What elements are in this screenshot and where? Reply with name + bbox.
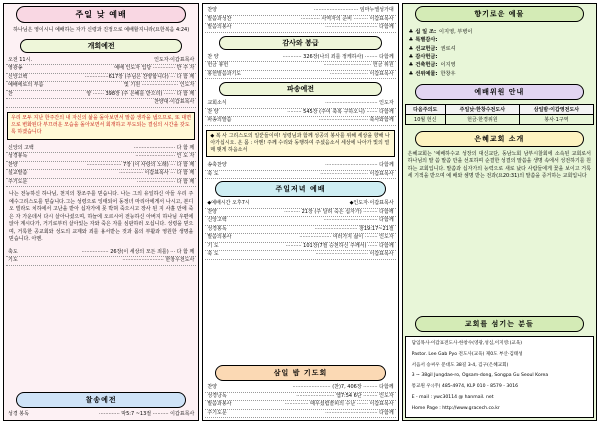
order-label: 주기도문 xyxy=(207,409,227,416)
table-row xyxy=(405,104,593,114)
order-row xyxy=(205,100,395,109)
order-value: ···············617장 (주님은 찬양합니다) ··· 다 함 께 xyxy=(84,73,195,80)
sending-section-title: 파송예전 xyxy=(219,82,381,96)
offering-name-label: 건축헌금: xyxy=(415,62,438,69)
sunday-evening-order-list xyxy=(205,200,395,260)
order-value: ·························· 한창우전도사 xyxy=(122,257,195,263)
order-label: 말씀과봉사 xyxy=(207,401,232,407)
order-label: 주기도문 xyxy=(8,178,28,185)
order-row xyxy=(205,171,395,180)
staff-line: 서음서 승씨우 문대도 38길 3-4, 김구(은혜교회) xyxy=(411,362,509,368)
order-label: 찬 xyxy=(8,90,13,97)
order-value: ································· 인도자 xyxy=(325,100,394,106)
table-row xyxy=(405,114,593,124)
main-service-banner: 주일 낮 예배 xyxy=(16,6,186,23)
club-bullet-icon: ♣ xyxy=(408,45,414,52)
contact-phone: 통교원 우:(주) 485-4974, KLP 010 - 8579 - 3016 xyxy=(411,384,519,390)
order-row xyxy=(205,162,395,171)
order-value: ············· 막5:7 ~13절 ·········· 이갑표목사 xyxy=(99,410,195,417)
order-label: 말씀과성찬 xyxy=(207,15,232,22)
order-label: 말씀의봉사 xyxy=(207,234,232,241)
order-row xyxy=(205,226,395,235)
club-bullet-icon: ♣ xyxy=(408,53,414,60)
offering-order-list xyxy=(205,54,395,80)
worship-committee-banner: 예배위원 안내 xyxy=(415,84,584,100)
praise-order-list xyxy=(6,411,196,419)
order-row xyxy=(205,109,395,118)
order-row xyxy=(205,410,395,419)
order-value: 및 기원 ······················· 인도자 xyxy=(124,82,195,89)
order-label: 성경낭독 xyxy=(207,392,227,399)
repentance-highlight-note: 우리 모두 지난 한주간의 내 자신의 삶을 돌아보면서 말씀 생각을 냅으므로, 또 대면으로 변화된다 부끄러운 모습을 돌아보면서 회개하고 부도되는 결심의 시간을 갖도록 하겠습니다 xyxy=(7,112,195,140)
club-bullet-icon: ♣ xyxy=(408,37,414,44)
order-value: ················· 26장(이 세상의 모든 죄를) ··· 다 함 께 xyxy=(81,248,195,255)
order-row xyxy=(6,82,196,91)
order-value: ···························· 임마누엘성가대 xyxy=(313,7,394,13)
order-label: 축도 xyxy=(8,248,18,255)
order-row xyxy=(205,234,395,243)
offering-name-row xyxy=(405,70,594,78)
club-bullet-icon: ♣ xyxy=(408,62,414,69)
order-label: 헌금 봉헌 xyxy=(207,62,229,68)
order-label: 신앙고백 xyxy=(8,73,28,80)
order-row xyxy=(6,57,196,66)
order-value: ······························ 이갑표목사 xyxy=(320,170,394,177)
worship-committee-table xyxy=(405,104,594,125)
church-intro-banner: 은혜교회 소개 xyxy=(415,131,584,147)
order-row xyxy=(6,179,196,188)
order-label: 송축찬양 xyxy=(207,162,227,169)
order-row xyxy=(6,153,196,162)
order-value: ·························· 다 함 께 xyxy=(133,144,195,151)
offering-name-row xyxy=(405,28,594,36)
club-bullet-icon: ♣ xyxy=(408,29,414,35)
order-value: ··············· 이갑표목사 ··· 다 함 께 xyxy=(119,170,195,176)
order-row xyxy=(6,170,196,179)
order-label: 축 도 xyxy=(207,251,219,258)
offering-name-value: 이지영 xyxy=(440,62,456,69)
order-row xyxy=(205,71,395,80)
order-row xyxy=(6,99,196,108)
order-value: ························ (찬)7, 406장 ········· 다함께 xyxy=(292,384,394,390)
order-value: ·································· 다함께 xyxy=(323,217,394,224)
order-value: ································· 다함께 xyxy=(325,162,394,169)
order-value: ··························· 창19:17~21절 xyxy=(314,225,394,232)
address-english: 3 ~ 38gil Jungdae-ro, Ogsam-dong, Songpa Gu Seoul Korea xyxy=(411,373,549,379)
offering-name-value: 한창우 xyxy=(440,70,456,77)
offering-names-banner: 향기로운 예물 xyxy=(415,6,584,22)
order-value: ··············· 때무셨렴쓸피의 수난 ······· 이갑표목사 xyxy=(284,401,394,407)
order-row xyxy=(6,249,196,258)
offering-names-list xyxy=(405,28,594,78)
order-row xyxy=(6,257,196,266)
order-value: ···················· 여러가지 삶이 ········ 인도자 xyxy=(299,234,394,241)
order-label: 봉헌말씀과기도 xyxy=(207,70,242,77)
staff-line: 담임목사·이갑표전도사·한창수(영광,성심,이지영:(교육) xyxy=(411,340,523,346)
church-staff-banner: 교회를 섬기는 분들 xyxy=(415,316,584,332)
order-value: ······························ 헌금 위원 xyxy=(323,62,394,68)
order-label: 파송의말씀 xyxy=(207,117,232,123)
order-row xyxy=(205,54,395,63)
order-label: 축 도 xyxy=(207,170,219,177)
middle-column xyxy=(202,3,398,421)
order-row xyxy=(205,217,395,226)
order-label: 영광송 xyxy=(8,65,23,72)
order-label: 성경 봉독 xyxy=(8,410,29,417)
order-value: ························· 인 도 자 xyxy=(135,153,195,159)
offering-name-value: 이지영, 부병이 xyxy=(439,29,473,35)
order-row xyxy=(205,243,395,252)
church-intro-text: 은혜교회는 '예배하수교 성장의 대신교단, 동남노회 남부시찰회에 소속된 교회로서 하나님의 말 씀 말씀 만을 선포하며 순결한 성결의 말씀을 생명 속에서 성전하기를 원하는 교회입니다. 말씀과 십자가의 능력으로 새로 났다 사람들에게 꽃을 보이고 거룩 세 기적을 받으며 예 배와 셈명 받는 전과(요20:31)의 말씀을 증거하는 교회입니다 xyxy=(407,150,591,180)
order-value: ························ 엡7:54 6단 ········· 인도자 xyxy=(296,392,394,399)
order-label: 설교말씀 xyxy=(8,170,28,176)
order-row xyxy=(6,65,196,74)
order-value: 인도자·이갑표목사 xyxy=(154,56,195,63)
order-row xyxy=(205,62,395,71)
contact-homepage[interactable]: Home Page : http://www.gracech.co.kr xyxy=(411,406,500,412)
sending-order-list-2 xyxy=(205,162,395,179)
order-label: 찬양 xyxy=(207,208,217,215)
opening-order-list xyxy=(6,57,196,108)
order-row xyxy=(205,117,395,126)
order-label: 교회소식 xyxy=(207,100,227,106)
order-row xyxy=(6,74,196,83)
prayer-order-list xyxy=(205,384,395,418)
table-header-cell: 삼일밤·이갑영전도사 xyxy=(519,104,593,114)
order-row xyxy=(205,401,395,410)
offering-name-label: 특별감사: xyxy=(415,37,438,44)
order-label: ◆예배시간 오후7시 xyxy=(207,200,250,207)
order-label: 말씀의봉사 xyxy=(207,24,232,30)
order-label: 찬양 xyxy=(8,161,18,168)
table-cell: 10월 헌신 xyxy=(405,114,445,124)
middle-spacer xyxy=(205,262,395,363)
table-cell: 헌금·한경위원 xyxy=(445,114,519,124)
offering-name-label: 십 일 조: xyxy=(415,29,437,35)
wednesday-prayer-banner: 삼일 밤 기도회 xyxy=(215,365,385,381)
table-header-cell: 다음주의도 xyxy=(405,104,445,114)
order-row xyxy=(205,384,395,393)
right-column xyxy=(402,3,597,421)
order-label: 찬 양 xyxy=(207,108,219,115)
left-spacer xyxy=(6,268,196,390)
order-row xyxy=(205,7,395,16)
table-cell: 봉사·1구역 xyxy=(519,114,593,124)
order-label: 찬양 xyxy=(207,7,217,13)
sending-order-list xyxy=(205,100,395,126)
order-value: 양 ······· 398장 (주 은혜를 받으리) ······· 다 함 께 xyxy=(86,90,195,97)
order-value: 예배 인도자 입당 ·············· 반 주 자 xyxy=(114,65,195,72)
contact-email[interactable]: E - mail : ywc30114 @ hanmail. net xyxy=(411,395,494,401)
table-header-cell: 주일낮·한창수전도사 xyxy=(445,104,519,114)
order-row xyxy=(6,91,196,100)
offering-name-label: 선교헌금: xyxy=(415,45,438,52)
offering-section-title: 감사와 봉급 xyxy=(219,36,381,50)
offering-name-row xyxy=(405,53,594,61)
order-row xyxy=(205,251,395,260)
staff-line: Pastor. Lee Gab Pyo 전도사(교육) 제0도 부산·김태성 xyxy=(411,351,523,357)
order-value: 찬양대·이갑표목사 xyxy=(154,99,195,106)
opening-order-title: 개회예전 xyxy=(20,39,182,53)
order-value: ············ 326장(나의 죄를 정케하사) ········ 다함께 xyxy=(282,53,394,60)
order-row xyxy=(6,162,196,171)
order-value: ·········· 21장 (주 달려 죽은 십자가) ········· 다함께 xyxy=(284,208,394,215)
order-list-second xyxy=(6,145,196,188)
order-row xyxy=(6,411,196,419)
church-contact-box xyxy=(405,336,594,418)
praise-service-banner: 찰송예전 xyxy=(16,392,186,408)
order-value: ············ 사역자의 준비 ········· 이갑표목사 xyxy=(300,15,394,22)
communion-top-list xyxy=(205,7,395,33)
order-row xyxy=(205,393,395,402)
order-label: 기 도 xyxy=(207,242,219,249)
order-value: ································· 이갑표목사 xyxy=(315,251,394,258)
order-value: ······················ 7장 (이 사랑의 노래) ··· 다 함 께 xyxy=(86,161,195,168)
sending-call-note: ◆ 복 사 그리스도의 일꾼들이여! 성령님과 함께 성공의 봉사를 위해 세상을 향해 나아가십시오. 온 몸 : 아멘! 주께 수리와 동행하여 주셨음소서 세상에 나아가 빛의 열매 맺게 하옵소서 xyxy=(206,130,394,158)
right-spacer xyxy=(405,185,594,314)
order-label: 오전 11시. xyxy=(8,56,33,63)
offering-name-value: 권로셔 xyxy=(440,45,456,52)
apostles-creed-paragraph: 나는 전능하신 하나님, 천지의 창조주를 믿습니다. 나는 그의 유일하신 아들 우리 주예수그리스도를 믿습니다.그는 성령으로 잉태되어 동정녀 마리아에게서 나시고, 본디오 빌라도 치하에서 고난을 받아 십자가에 못 박혀 죽으시고 장사 된 지 사흘 만에 죽은 자 가운데서 다시 살아나셨으며, 하늘에 오르시어 전능하신 아버지 하나님 우편에 앉아 계시다가, 거기로부터 살아있는 자와 죽은 자를 심판하러 오십니다. 성령을 믿으며, 거룩한 공교회와 성도의 교제와 죄를 용서받는 것과 몸의 부활과 영원한 생명을 믿습니다. 아멘. xyxy=(9,191,194,242)
offering-name-label: 감사헌금: xyxy=(415,53,438,60)
order-value: ································· 다함께 xyxy=(325,409,394,416)
order-value: ························ 이갑표목사 xyxy=(329,70,394,77)
order-value: ········· 545장 (주여 축복 구하오니) ······· 다함께 xyxy=(287,108,394,115)
order-label: 기도 xyxy=(8,257,18,263)
offering-name-label: 선위예물: xyxy=(415,70,438,77)
club-bullet-icon: ♣ xyxy=(408,70,414,77)
order-value: ·········· 101장(7절 승천하신 주께서) ······ 다함께 xyxy=(285,242,394,249)
order-value: ◆인도자·이갑표목사 xyxy=(349,200,394,207)
order-row xyxy=(205,24,395,33)
sunday-evening-banner: 주일저녁 예배 xyxy=(215,181,385,197)
opening-verse: 하나님은 영이시니 예배하는 자가 신령과 진정으로 예배할지니라(요한복음 4:24) xyxy=(13,27,190,33)
order-list-third xyxy=(6,249,196,266)
order-value: ······························· 축사와함께 xyxy=(318,117,394,123)
order-label: 성경봉독 xyxy=(8,153,28,159)
order-label: 신앙고백 xyxy=(207,217,227,224)
order-label: 예배에로의 부름 xyxy=(8,82,44,89)
order-label: 찬 양 xyxy=(207,53,219,60)
order-label: 성경봉독 xyxy=(207,225,227,232)
order-row xyxy=(6,145,196,154)
order-row xyxy=(205,200,395,209)
order-row xyxy=(205,209,395,218)
order-value: ································· 다함께 xyxy=(325,24,394,30)
offering-name-row xyxy=(405,61,594,69)
order-value: ························ 다 함 께 xyxy=(136,178,195,185)
offering-name-row xyxy=(405,45,594,53)
order-label: 신앙의 고백 xyxy=(8,144,34,151)
order-label: 찬양 xyxy=(207,384,217,390)
offering-name-row xyxy=(405,36,594,44)
order-row xyxy=(205,16,395,25)
left-column xyxy=(3,3,199,421)
